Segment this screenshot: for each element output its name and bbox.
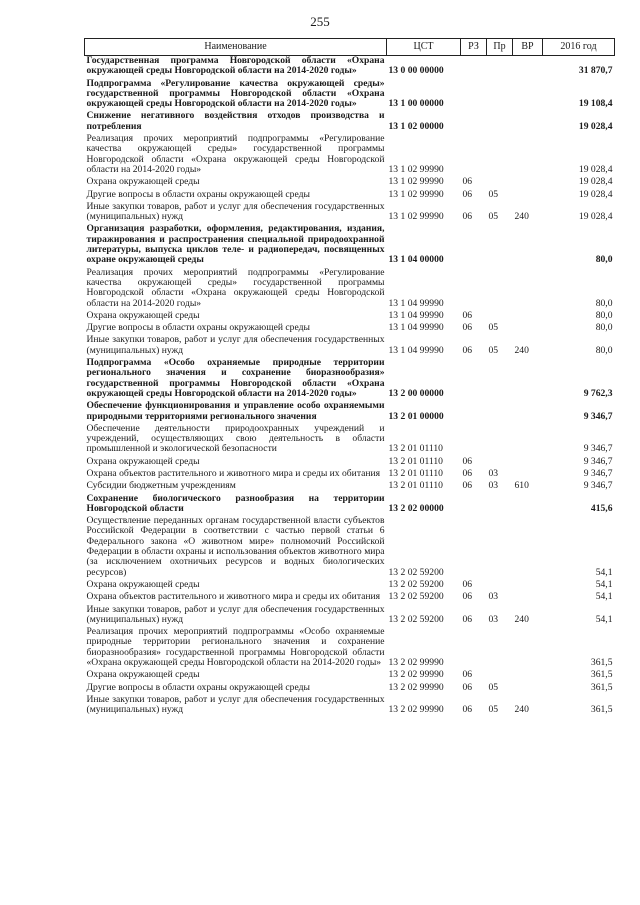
- cst-cell: 13 2 01 01110: [388, 455, 443, 467]
- cst-cell: 13 2 01 01110: [388, 480, 443, 492]
- rz-cell: 06: [462, 188, 473, 200]
- pr-cell: [487, 224, 513, 267]
- rz-cell: [461, 111, 487, 134]
- cst-cell: 13 2 01 01110: [388, 467, 443, 479]
- amount-cell: 9 346,7: [583, 410, 613, 422]
- name-cell: Охрана окружающей среды: [86, 669, 200, 681]
- name-cell: Реализация прочих мероприятий подпрограммы «Регулирование качества окружающей среды» государственной программы Новгородской области «Охрана окружающей среды Новгородской области на 2014-2020 годы»: [86, 133, 385, 175]
- amount-cell: 361,5: [590, 669, 613, 681]
- rz-cell: [461, 401, 487, 424]
- vr-cell: [513, 190, 543, 202]
- table-row: [85, 202, 615, 225]
- table-row: [85, 494, 615, 517]
- table-row: [85, 670, 615, 682]
- amount-cell: 19 028,4: [578, 188, 613, 200]
- table-row: [85, 627, 615, 670]
- vr-cell: [513, 311, 543, 323]
- cst-cell: 13 1 02 99990: [388, 163, 444, 175]
- amount-cell: 54,1: [595, 566, 613, 578]
- amount-cell: 80,0: [595, 297, 613, 309]
- pr-cell: 05: [488, 322, 499, 334]
- amount-cell: 19 108,4: [578, 98, 613, 110]
- table-body: [85, 56, 615, 718]
- header-name: Наименование: [85, 39, 387, 56]
- table-row: [85, 134, 615, 177]
- pr-cell: [487, 358, 513, 401]
- amount-cell: 54,1: [595, 578, 613, 590]
- table-row: [85, 177, 615, 189]
- name-cell: Охрана окружающей среды: [86, 455, 200, 467]
- pr-cell: 03: [488, 591, 499, 603]
- cst-cell: 13 2 02 00000: [388, 502, 444, 514]
- cst-cell: 13 2 01 00000: [388, 410, 444, 422]
- pr-cell: [487, 516, 513, 580]
- pr-cell: 05: [488, 704, 499, 716]
- name-cell: Субсидии бюджетным учреждениям: [86, 480, 236, 492]
- cst-cell: 13 1 02 00000: [388, 120, 444, 132]
- rz-cell: [461, 627, 487, 670]
- amount-cell: 9 762,3: [583, 387, 613, 399]
- cst-cell: 13 2 02 59200: [388, 613, 444, 625]
- pr-cell: [487, 111, 513, 134]
- pr-cell: 03: [488, 613, 499, 625]
- vr-cell: [513, 401, 543, 424]
- rz-cell: 06: [462, 176, 473, 188]
- rz-cell: 06: [462, 455, 473, 467]
- table-row: [85, 605, 615, 628]
- name-cell: Снижение негативного воздействия отходов производства и потребления: [86, 110, 385, 132]
- table-row: [85, 695, 615, 718]
- table-row: [85, 190, 615, 202]
- rz-cell: [461, 56, 487, 79]
- name-cell: Подпрограмма «Регулирование качества окружающей среды» государственной программы Новгородской области «Охрана окружающей среды Новгородской области на 2014-2020 годы»: [86, 77, 385, 110]
- amount-cell: 9 346,7: [583, 467, 613, 479]
- table-row: [85, 224, 615, 267]
- cst-cell: 13 1 04 99990: [388, 309, 444, 321]
- cst-cell: 13 2 02 59200: [388, 578, 444, 590]
- cst-cell: 13 2 02 99990: [388, 681, 444, 693]
- pr-cell: [487, 424, 513, 457]
- vr-cell: [513, 627, 543, 670]
- rz-cell: [461, 424, 487, 457]
- cst-cell: 13 1 04 99990: [388, 344, 444, 356]
- vr-cell: 240: [514, 211, 529, 223]
- name-cell: Государственная программа Новгородской области «Охрана окружающей среды Новгородской области на 2014-2020 годы»: [86, 55, 385, 77]
- rz-cell: 06: [462, 309, 473, 321]
- cst-cell: 13 2 00 00000: [388, 387, 444, 399]
- pr-cell: 05: [488, 344, 499, 356]
- name-cell: Иные закупки товаров, работ и услуг для обеспечения государственных (муниципальных) нужд: [86, 334, 385, 356]
- amount-cell: 361,5: [590, 657, 613, 669]
- amount-cell: 19 028,4: [578, 176, 613, 188]
- amount-cell: 54,1: [595, 613, 613, 625]
- pr-cell: [487, 401, 513, 424]
- name-cell: Организация разработки, оформления, редактирования, издания, тиражирования и распространения специальной природоохранной литературы, выпуска циклов теле- и радиопередач, посвященных охране окружающей среды: [86, 223, 385, 266]
- vr-cell: [513, 111, 543, 134]
- rz-cell: [461, 79, 487, 112]
- header-pr: Пр: [487, 39, 513, 56]
- rz-cell: [461, 268, 487, 311]
- vr-cell: [513, 670, 543, 682]
- amount-cell: 80,0: [595, 254, 613, 266]
- table-row: [85, 335, 615, 358]
- cst-cell: 13 2 02 99990: [388, 657, 444, 669]
- rz-cell: [461, 134, 487, 177]
- cst-cell: 13 2 02 59200: [388, 591, 444, 603]
- name-cell: Охрана окружающей среды: [86, 176, 200, 188]
- header-amount: 2016 год: [543, 39, 615, 56]
- table-row: [85, 424, 615, 457]
- vr-cell: [513, 134, 543, 177]
- pr-cell: [487, 56, 513, 79]
- amount-cell: 361,5: [590, 681, 613, 693]
- pr-cell: [487, 494, 513, 517]
- amount-cell: 9 346,7: [583, 443, 613, 455]
- cst-cell: 13 1 04 99990: [388, 297, 444, 309]
- pr-cell: 03: [488, 467, 499, 479]
- vr-cell: 240: [514, 344, 529, 356]
- name-cell: Иные закупки товаров, работ и услуг для обеспечения государственных (муниципальных) нужд: [86, 603, 385, 625]
- amount-cell: 80,0: [595, 344, 613, 356]
- table-row: [85, 401, 615, 424]
- cst-cell: 13 1 02 99990: [388, 211, 444, 223]
- amount-cell: 19 028,4: [578, 163, 613, 175]
- vr-cell: [513, 494, 543, 517]
- name-cell: Другие вопросы в области охраны окружающей среды: [86, 188, 310, 200]
- name-cell: Иные закупки товаров, работ и услуг для обеспечения государственных (муниципальных) нужд: [86, 200, 385, 223]
- table-row: [85, 481, 615, 493]
- vr-cell: [513, 224, 543, 267]
- cst-cell: 13 1 02 99990: [388, 188, 444, 200]
- cst-cell: 13 0 00 00000: [388, 65, 444, 77]
- name-cell: Реализация прочих мероприятий подпрограммы «Особо охраняемые природные территории регионального значения и сохранение биоразнообразия» государственной программы Новгородской области «Охрана окружающей среды Новгородской области на 2014-2020 годы»: [86, 626, 385, 669]
- table-row: [85, 268, 615, 311]
- vr-cell: [513, 358, 543, 401]
- cst-cell: 13 2 02 99990: [388, 669, 444, 681]
- table-row: [85, 79, 615, 112]
- rz-cell: 06: [462, 681, 473, 693]
- vr-cell: 240: [514, 704, 529, 716]
- header-vr: ВР: [513, 39, 543, 56]
- amount-cell: 80,0: [595, 309, 613, 321]
- amount-cell: 80,0: [595, 322, 613, 334]
- vr-cell: 610: [514, 480, 529, 492]
- amount-cell: 415,6: [590, 502, 613, 514]
- table-header-row: [85, 39, 615, 56]
- table-row: [85, 111, 615, 134]
- amount-cell: 19 028,4: [578, 120, 613, 132]
- name-cell: Охрана окружающей среды: [86, 309, 200, 321]
- rz-cell: [461, 224, 487, 267]
- vr-cell: [513, 177, 543, 189]
- cst-cell: 13 1 00 00000: [388, 98, 444, 110]
- name-cell: Иные закупки товаров, работ и услуг для обеспечения государственных (муниципальных) нужд: [86, 693, 385, 716]
- amount-cell: 361,5: [590, 704, 613, 716]
- table-row: [85, 516, 615, 580]
- vr-cell: [513, 323, 543, 335]
- name-cell: Охрана окружающей среды: [86, 578, 200, 590]
- vr-cell: [513, 79, 543, 112]
- vr-cell: [513, 592, 543, 604]
- rz-cell: [461, 358, 487, 401]
- cst-cell: 13 2 01 01110: [388, 443, 443, 455]
- name-cell: Обеспечение деятельности природоохранных учреждений и учреждений, осуществляющих свою деятельность в области промышленной и экологической безопасности: [86, 422, 385, 455]
- pr-cell: 05: [488, 681, 499, 693]
- cst-cell: 13 1 04 99990: [388, 322, 444, 334]
- vr-cell: [513, 457, 543, 469]
- name-cell: Обеспечение функционирования и управление особо охраняемыми природными территориями регионального значения: [86, 400, 385, 422]
- name-cell: Сохранение биологического разнообразия на территории Новгородской области: [86, 492, 385, 514]
- rz-cell: [461, 494, 487, 517]
- rz-cell: [461, 516, 487, 580]
- rz-cell: 06: [462, 578, 473, 590]
- amount-cell: 31 870,7: [578, 65, 613, 77]
- amount-cell: 9 346,7: [583, 480, 613, 492]
- vr-cell: [513, 516, 543, 580]
- header-cst: ЦСТ: [387, 39, 461, 56]
- pr-cell: [487, 670, 513, 682]
- rz-cell: 06: [462, 613, 473, 625]
- vr-cell: 240: [514, 613, 529, 625]
- name-cell: Другие вопросы в области охраны окружающей среды: [86, 681, 310, 693]
- table-row: [85, 592, 615, 604]
- pr-cell: [487, 177, 513, 189]
- name-cell: Осуществление переданных органам государственной власти субъектов Российской Федерации в соответствии с частью первой статьи 6 Федерального закона «О животном мире» полномочий Российской Федерации в области охраны и использования объектов животного мира (за исключением охотничьих ресурсов и водных биологических ресурсов): [86, 515, 385, 578]
- pr-cell: 03: [488, 480, 499, 492]
- amount-cell: 19 028,4: [578, 211, 613, 223]
- name-cell: Охрана объектов растительного и животного мира и среды их обитания: [86, 467, 381, 479]
- header-rz: РЗ: [461, 39, 487, 56]
- vr-cell: [513, 56, 543, 79]
- pr-cell: [487, 79, 513, 112]
- rz-cell: 06: [462, 591, 473, 603]
- name-cell: Другие вопросы в области охраны окружающей среды: [86, 322, 310, 334]
- rz-cell: 06: [462, 467, 473, 479]
- name-cell: Подпрограмма «Особо охраняемые природные территории регионального значения и сохранение биоразнообразия» государственной программы Новгородской области «Охрана окружающей среды Новгородской области на 2014-2020 годы»: [86, 357, 385, 399]
- pr-cell: [487, 134, 513, 177]
- rz-cell: 06: [462, 344, 473, 356]
- cst-cell: 13 1 02 99990: [388, 176, 444, 188]
- pr-cell: 05: [488, 188, 499, 200]
- vr-cell: [513, 424, 543, 457]
- name-cell: Реализация прочих мероприятий подпрограммы «Регулирование качества окружающей среды» государственной программы Новгородской области «Охрана окружающей среды Новгородской области на 2014-2020 годы»: [86, 266, 385, 309]
- rz-cell: 06: [462, 704, 473, 716]
- vr-cell: [513, 268, 543, 311]
- cst-cell: 13 1 04 00000: [388, 254, 444, 266]
- rz-cell: 06: [462, 480, 473, 492]
- name-cell: Охрана объектов растительного и животного мира и среды их обитания: [86, 591, 381, 603]
- rz-cell: 06: [462, 211, 473, 223]
- rz-cell: 06: [462, 669, 473, 681]
- cst-cell: 13 2 02 99990: [388, 704, 444, 716]
- amount-cell: 54,1: [595, 591, 613, 603]
- table-row: [85, 56, 615, 79]
- pr-cell: 05: [488, 211, 499, 223]
- vr-cell: [513, 580, 543, 592]
- pr-cell: [487, 268, 513, 311]
- cst-cell: 13 2 02 59200: [388, 566, 444, 578]
- rz-cell: 06: [462, 322, 473, 334]
- vr-cell: [513, 683, 543, 695]
- pr-cell: [487, 627, 513, 670]
- budget-table: [84, 38, 615, 718]
- amount-cell: 9 346,7: [583, 455, 613, 467]
- table-row: [85, 358, 615, 401]
- page-number: 255: [310, 14, 330, 29]
